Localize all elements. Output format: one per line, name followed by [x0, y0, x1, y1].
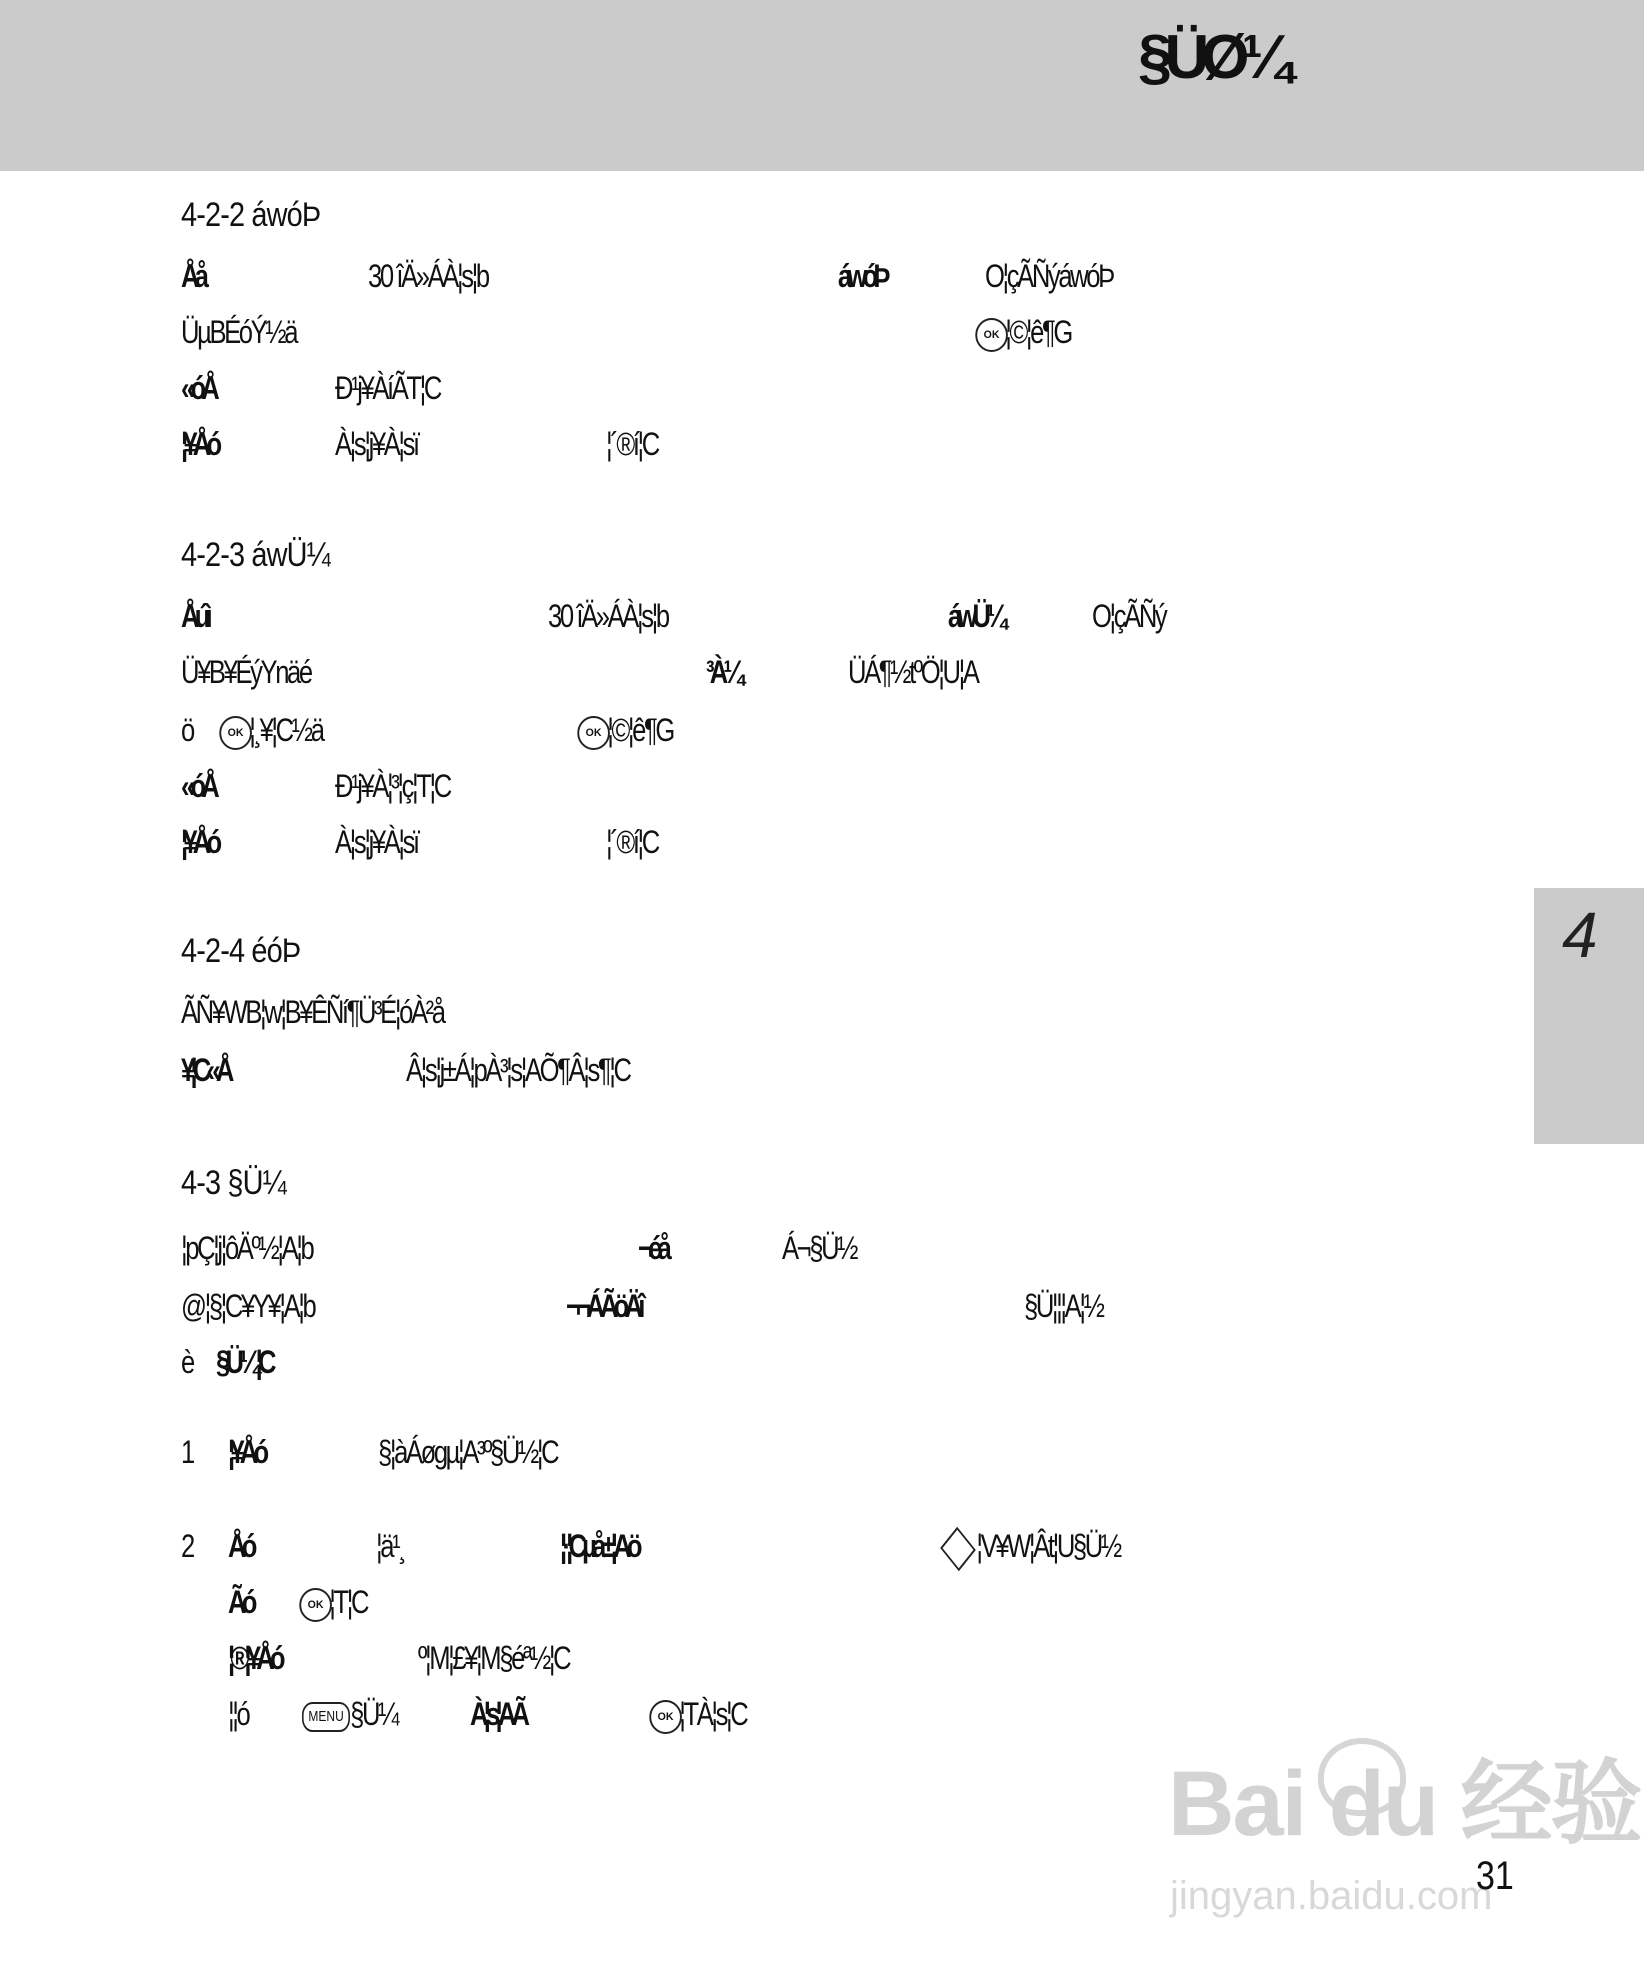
text-segment: ¦¥Åó [228, 1434, 265, 1470]
text-segment: áwóÞ [838, 258, 886, 294]
text-segment: ¦ä¹¸ [376, 1528, 405, 1564]
section-heading-4-2-4: 4-2-4 éóÞ [181, 932, 301, 970]
text-segment: O¦çÃÑý [1092, 598, 1166, 634]
header-title: §ÜØ¼ [1138, 23, 1286, 92]
text-segment: ¦´®í¦C [606, 426, 658, 462]
text-segment: Á¬§Ü½ [782, 1230, 857, 1266]
text-segment: OK ¦¸¥¦C½ä [222, 712, 323, 750]
text-segment: Ð¹j¥ÀíÃT¦C [335, 370, 440, 406]
text-segment: Åó [228, 1528, 253, 1564]
text-segment: OK ¦©¦ê¶G [580, 712, 673, 750]
text-segment: ¦´®í¦C [606, 824, 658, 860]
text-segment: OK ¦T¦C [302, 1584, 367, 1622]
text-segment: ¦®¦¥Åó [228, 1640, 281, 1676]
section-heading-4-2-3: 4-2-3 áwÜ¼ [181, 536, 330, 574]
chapter-tab [1534, 888, 1644, 1144]
text-segment: ¦·¦Cµå±¦Aö [560, 1528, 638, 1564]
text-segment: §Ü¼¦C [216, 1344, 272, 1380]
text-segment: ¦¥Åó [181, 824, 218, 860]
text-segment: ¦pÇ¦j¦ôÄº½¦A¦b [181, 1230, 313, 1266]
text-segment: ¦¥Åó [181, 426, 218, 462]
text-segment: ³À¼ [706, 654, 740, 690]
text-segment: §¦àÁøgµ¦A³º§Ü½¦C [378, 1434, 558, 1470]
step-number: 2 [181, 1528, 193, 1564]
text-segment: áwÜ¼ [948, 598, 1003, 634]
text-segment: ÃÑ¥WB¦w¦B¥ÊÑí¶Ü³É¦óÀ²å [181, 994, 444, 1030]
text-segment: ö [181, 712, 193, 748]
text-segment: Ð¹j¥À¦³¦ç¦T¦C [335, 768, 450, 804]
text-segment: 30 îÄ»ÁÀ¦s¦b [548, 598, 668, 634]
step-number: 1 [181, 1434, 193, 1470]
text-segment: 30 îÄ»ÁÀ¦s¦b [368, 258, 488, 294]
text-segment: MENU §Ü¼ [302, 1696, 397, 1733]
chapter-number: 4 [1562, 899, 1598, 971]
text-segment: O¦çÃÑýáwóÞ [985, 258, 1113, 294]
text-segment: «óÅ [181, 370, 215, 406]
text-segment: Ãó [228, 1584, 253, 1620]
text-segment: À¦s¦j¥À¦sï [335, 824, 418, 860]
watermark-url: jingyan.baidu.com [1170, 1874, 1493, 1918]
text-segment: §Ü¦¦¦A¦½ [1024, 1288, 1103, 1324]
text-segment: À¦s¦AÃ [470, 1696, 526, 1732]
ok-button-icon: OK [577, 716, 610, 750]
text-segment: «óÅ [181, 768, 215, 804]
text-segment: @¦§¦C¥Y¥¦A¦b [181, 1288, 315, 1324]
text-segment: ¦¦ó [228, 1696, 249, 1732]
section-heading-4-2-2: 4-2-2 áwóÞ [181, 196, 321, 234]
text-segment: ¬¬ÁÃöÄî [566, 1288, 641, 1324]
text-segment: Ü¥B¥ÉýYnäé [181, 654, 311, 690]
text-segment: ¥¦C«Å [181, 1052, 230, 1088]
page-number: 31 [1476, 1854, 1514, 1898]
text-segment: ÜµBÉóÝ½ä [181, 314, 297, 350]
text-segment: Åúì [181, 598, 208, 634]
text-segment: À¦s¦j¥À¦sï [335, 426, 418, 462]
header-band [0, 0, 1644, 171]
ok-button-icon: OK [649, 1700, 682, 1734]
ok-button-icon: OK [975, 318, 1008, 352]
watermark-brand: Bai du 经验 [1168, 1753, 1641, 1855]
text-segment: Åå [181, 258, 205, 294]
ok-button-icon: OK [219, 716, 252, 750]
text-segment: OK ¦©¦ê¶G [978, 314, 1071, 352]
text-segment: ¬éå [638, 1230, 668, 1266]
text-segment: º¦M¦£¥¦M§éª½¦C [418, 1640, 570, 1676]
text-segment: OK ¦TÀ¦s¦C [652, 1696, 746, 1734]
section-heading-4-3: 4-3 §Ü¼ [181, 1164, 286, 1202]
text-segment: ÜÁ¶½tºÖ¦U¦A [848, 654, 978, 690]
text-segment: ¦V¥W¦Ât¦U§Ü½ [946, 1528, 1120, 1565]
ok-button-icon: OK [299, 1588, 332, 1622]
text-segment: Â¦s¦j±Á¦pÀ³¦s¦AÕ¶Â¦s¶¦C [406, 1052, 630, 1088]
text-segment: è [181, 1344, 193, 1380]
dpad-icon [940, 1526, 976, 1571]
menu-button-icon: MENU [302, 1702, 350, 1732]
